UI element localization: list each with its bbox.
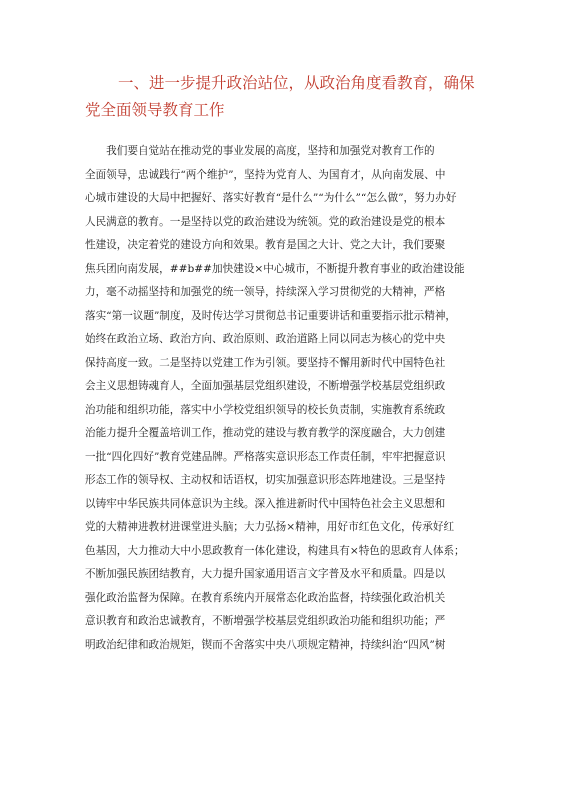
body-line: 一批“四化四好”教育党建品牌。严格落实意识形态工作责任制，牢牢把握意识: [85, 450, 446, 463]
body-paragraph: [85, 140, 505, 657]
body-line: 色基因，大力推动大中小思政教育一体化建设，构建具有×特色的思政育人体系；: [85, 544, 465, 557]
body-line: 不断加强民族团结教育，大力提升国家通用语言文字普及水平和质量。四是以: [85, 568, 446, 580]
body-line: 形态工作的领导权、主动权和话语权，切实加强意识形态阵地建设。三是坚持: [85, 474, 446, 486]
body-line: 心城市建设的大局中把握好、落实好教育“是什么”“为什么”“怎么做”，努力办好: [85, 192, 457, 204]
body-line: 治功能和组织功能，落实中小学校党组织领导的校长负责制，实施教育系统政: [85, 403, 446, 416]
body-line: 始终在政治立场、政治方向、政治原则、政治道路上同以同志为核心的党中央: [85, 333, 446, 345]
body-line: 会主义思想铸魂育人，全面加强基层党组织建设，不断增强学校基层党组织政: [85, 380, 446, 392]
section-heading: [85, 70, 505, 124]
body-line: 人民满意的教育。一是坚持以党的政治建设为统领。党的政治建设是党的根本: [85, 215, 446, 228]
body-line: 党的大精神进教材进课堂进头脑；大力弘扬×精神，用好市红色文化，传承好红: [85, 521, 455, 533]
body-line: 以铸牢中华民族共同体意识为主线。深入推进新时代中国特色社会主义思想和: [85, 497, 446, 510]
heading-line: 一、进一步提升政治站位，从政治角度看教育，确保: [118, 74, 475, 92]
body-line: 力，毫不动摇坚持和加强党的统一领导，持续深入学习贯彻党的大精神，严格: [85, 286, 446, 298]
body-line: 治能力提升全覆盖培训工作，推动党的建设与教育教学的深度融合，大力创建: [85, 427, 446, 439]
body-line: 保持高度一致。二是坚持以党建工作为引领。要坚持不懈用新时代中国特色社: [85, 356, 446, 369]
body-line: 强化政治监督为保障。在教育系统内开展常态化政治监督，持续强化政治机关: [85, 591, 446, 604]
body-line: 全面领导，忠诚践行“两个维护”，坚持为党育人、为国育才，从向南发展、中: [85, 168, 446, 181]
body-line: 性建设，决定着党的建设方向和效果。教育是国之大计、党之大计，我们要聚: [85, 239, 446, 251]
body-line: 明政治纪律和政治规矩，锲而不舍落实中央八项规定精神，持续纠治“四风”树: [85, 638, 446, 651]
heading-line: 党全面领导教育工作: [85, 101, 225, 119]
body-line: 我们要自觉站在推动党的事业发展的高度，坚持和加强党对教育工作的: [85, 145, 435, 157]
body-line: 焦兵团向南发展，##b##加快建设×中心城市，不断提升教育事业的政治建设能: [85, 262, 465, 275]
body-line: 落实“第一议题”制度，及时传达学习贯彻总书记重要讲话和重要指示批示精神，: [85, 309, 457, 322]
body-line: 意识教育和政治忠诚教育，不断增强学校基层党组织政治功能和组织功能；严: [85, 615, 446, 627]
